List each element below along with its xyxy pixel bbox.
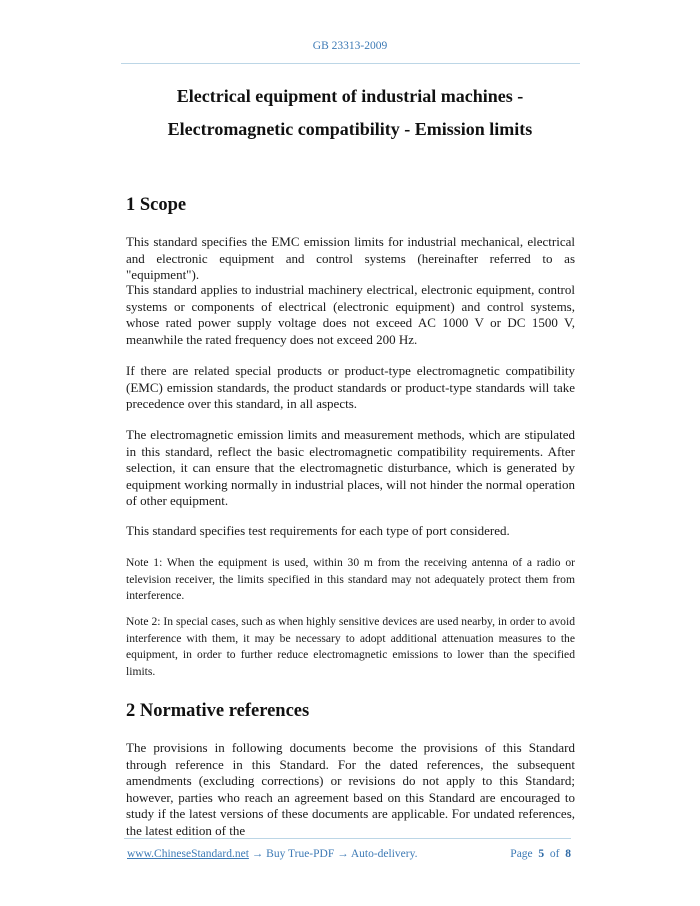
document-title-line-1: Electrical equipment of industrial machines - (176, 86, 524, 106)
footer-tagline: → Buy True-PDF → Auto-delivery. (248, 848, 418, 860)
standard-code: GB 23313-2009 (312, 40, 388, 52)
page-current: 5 (538, 848, 545, 860)
section-heading-normative-references: 2 Normative references (126, 701, 310, 721)
scope-note-1: Note 1: When the equipment is used, within 30 m from the receiving antenna of a radio or television receiver, the limits specified in this standard may not adequately protect them from interference. (126, 556, 575, 603)
page-footer (127, 848, 571, 860)
section-heading-scope: 1 Scope (126, 195, 187, 215)
footer-divider (124, 838, 571, 839)
normative-references-paragraph-1: The provisions in following documents become the provisions of this Standard through reference in this Standard. For the dated references, the subsequent amendments (excluding corrections) or revisions do not apply to this Standard; however, parties who reach an agreement based on this Standard are encouraged to study if the latest versions of these documents are applicable. For undated references, the latest edition of the (126, 740, 575, 838)
website-link[interactable]: www.ChineseStandard.net (127, 848, 249, 860)
page-of-label: of (549, 848, 560, 860)
scope-paragraph-4: The electromagnetic emission limits and measurement methods, which are stipulated in this standard, reflect the basic electromagnetic compatibility requirements. After selection, it can ensure that the electromagnetic disturbance, which is generated by equipment working normally in industrial places, will not hinder the normal operation of other equipment. (126, 427, 575, 508)
page-label: Page (510, 848, 533, 860)
scope-paragraph-3: If there are related special products or product-type electromagnetic compatibility (EMC) emission standards, the product standards or product-type standards will take precedence over this standard, in all aspects. (126, 363, 575, 411)
page-total: 8 (565, 848, 571, 860)
scope-note-2: Note 2: In special cases, such as when highly sensitive devices are used nearby, in order to avoid interference with them, it may be necessary to adopt additional attenuation measures to the equipment, in order to further reduce electromagnetic emissions to lower than the specified limits. (126, 615, 575, 678)
scope-paragraph-1: This standard specifies the EMC emission limits for industrial mechanical, electrical and electronic equipment and control systems (hereinafter referred to as "equipment"). (126, 234, 575, 282)
document-title-line-2: Electromagnetic compatibility - Emission limits (167, 119, 533, 139)
page-indicator (510, 848, 571, 860)
header-divider (121, 63, 580, 64)
scope-paragraph-2: This standard applies to industrial machinery electrical, electronic equipment, control systems or components of electrical (electronic equipment) and control systems, whose rated power supply voltage does not exceed AC 1000 V or DC 1500 V, meanwhile the rated frequency does not exceed 200 Hz. (126, 282, 575, 347)
scope-paragraph-5: This standard specifies test requirements for each type of port considered. (126, 523, 510, 538)
